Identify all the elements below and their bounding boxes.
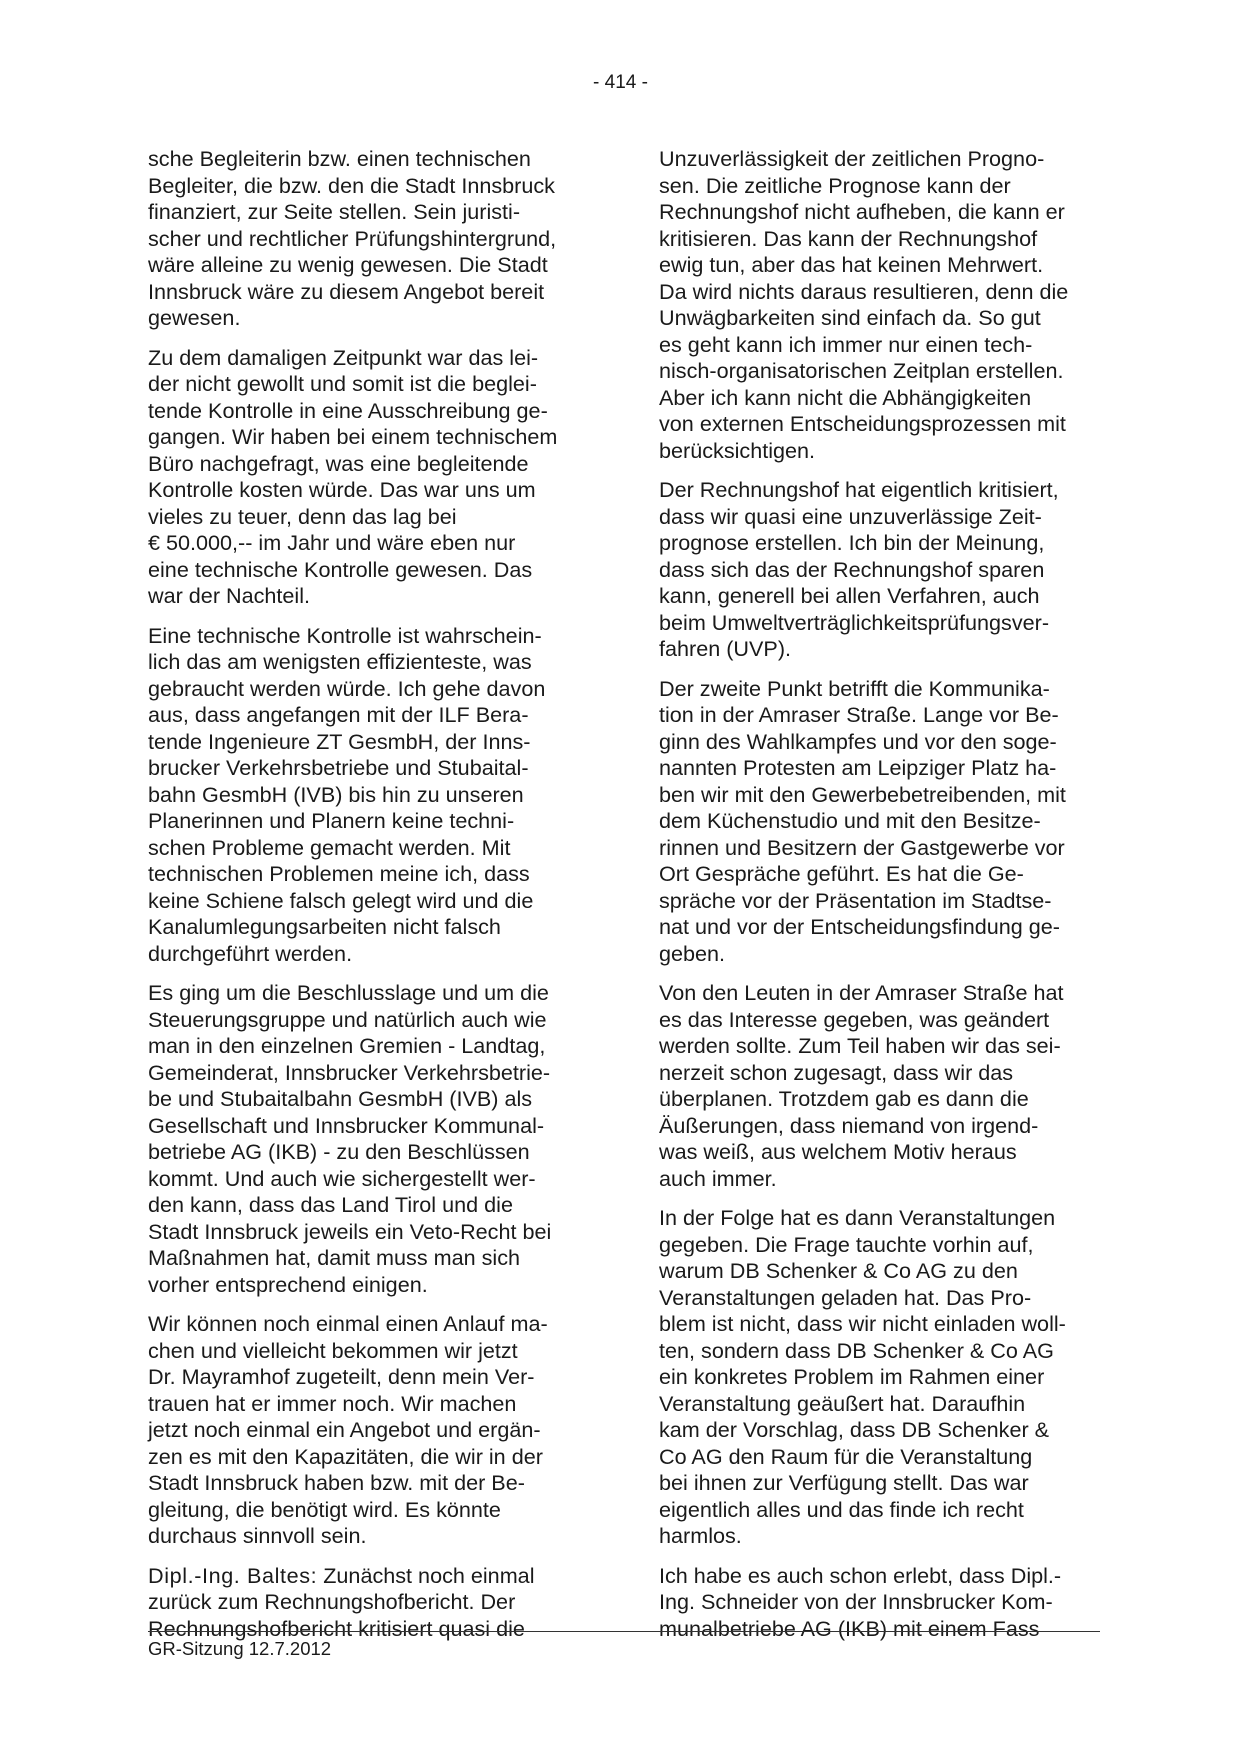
paragraph: Der zweite Punkt betrifft die Kommunika- tion in der Amraser Straße. Lange vor Be- ginn des Wahlkampfes und vor den soge- nannten Protesten am Leipziger Platz ha- ben wir mit den Gewerbebetreibenden, mit dem Küchenstudio und mit den Besitze- rinnen und Besitzern der Gastgewerbe vor Ort Gespräche geführt. Es hat die Ge- spräche vor der Präsentation im Stadtse- nat und vor der Entscheidungsfindung ge- geben.: [659, 675, 1066, 966]
paragraph: Zu dem damaligen Zeitpunkt war das lei- der nicht gewollt und somit ist die beglei- tende Kontrolle in eine Ausschreibung ge- gangen. Wir haben bei einem technischem Büro nachgefragt, was eine begleitende Kontrolle kosten würde. Das war uns um vieles zu teuer, denn das lag bei € 50.000,-- im Jahr und wäre eben nur eine technische Kontrolle gewesen. Das war der Nachteil.: [148, 344, 558, 608]
paragraph: Wir können noch einmal einen Anlauf ma- chen und vielleicht bekommen wir jetzt Dr. Mayramhof zugeteilt, denn mein Ver- trauen hat er immer noch. Wir machen jetzt noch einmal ein Angebot und ergän- zen es mit den Kapazitäten, die wir in der Stadt Innsbruck haben bzw. mit der Be- gleitung, die benötigt wird. Es könnte durchaus sinnvoll sein.: [148, 1311, 548, 1548]
speaker-name: Dipl.-Ing. Baltes:: [148, 1562, 318, 1588]
paragraph: Ich habe es auch schon erlebt, dass Dipl.- Ing. Schneider von der Innsbrucker Kom- munalbetriebe AG (IKB) mit einem Fass: [659, 1562, 1062, 1641]
paragraph: In der Folge hat es dann Veranstaltungen gegeben. Die Frage tauchte vorhin auf, warum DB Schenker & Co AG zu den Veranstaltungen geladen hat. Das Pro- blem ist nicht, dass wir nicht einladen woll- ten, sondern dass DB Schenker & Co AG ein konkretes Problem im Rahmen einer Veranstaltung geäußert hat. Daraufhin kam der Vorschlag, dass DB Schenker & Co AG den Raum für die Veranstaltung bei ihnen zur Verfügung stellt. Das war eigentlich alles und das finde ich recht harmlos.: [659, 1205, 1066, 1548]
left-column: [148, 146, 598, 1655]
paragraph: Von den Leuten in der Amraser Straße hat es das Interesse gegeben, was geändert werden sollte. Zum Teil haben wir das sei- nerzeit schon zugesagt, dass wir das überplanen. Trotzdem gab es dann die Äußerungen, dass niemand von irgend- was weiß, aus welchem Motiv heraus auch immer.: [659, 980, 1064, 1191]
right-column: [659, 146, 1109, 1655]
speaker-text: Zunächst noch einmal zurück zum Rechnungshofbericht. Der Rechnungshofbericht kritisiert quasi die: [148, 1562, 535, 1641]
page-number: - 414 -: [593, 72, 648, 93]
footer-session-label: GR-Sitzung 12.7.2012: [148, 1638, 332, 1659]
paragraph: sche Begleiterin bzw. einen technischen Begleiter, die bzw. den die Stadt Innsbruck finanziert, zur Seite stellen. Sein juristi- scher und rechtlicher Prüfungshintergrund, wäre alleine zu wenig gewesen. Die Stadt Innsbruck wäre zu diesem Angebot bereit gewesen.: [148, 146, 557, 330]
footer-divider: [148, 1631, 1100, 1632]
paragraph: Eine technische Kontrolle ist wahrschein- lich das am wenigsten effizienteste, was gebraucht werden würde. Ich gehe davon aus, dass angefangen mit der ILF Bera- tende Ingenieure ZT GesmbH, der Inns- brucker Verkehrsbetriebe und Stubaital- bahn GesmbH (IVB) bis hin zu unseren Planerinnen und Planern keine techni- schen Probleme gemacht werden. Mit technischen Problemen meine ich, dass keine Schiene falsch gelegt wird und die Kanalumlegungsarbeiten nicht falsch durchgeführt werden.: [148, 622, 546, 966]
paragraph: Es ging um die Beschlusslage und um die Steuerungsgruppe und natürlich auch wie man in den einzelnen Gremien - Landtag, Gemeinderat, Innsbrucker Verkehrsbetrie- be und Stubaitalbahn GesmbH (IVB) als Gesellschaft und Innsbrucker Kommunal- betriebe AG (IKB) - zu den Beschlüssen kommt. Und auch wie sichergestellt wer- den kann, dass das Land Tirol und die Stadt Innsbruck jeweils ein Veto-Recht bei Maßnahmen hat, damit muss man sich vorher entsprechend einigen.: [148, 980, 552, 1297]
paragraph: Der Rechnungshof hat eigentlich kritisiert, dass wir quasi eine unzuverlässige Zeit- prognose erstellen. Ich bin der Meinung, dass sich das der Rechnungshof sparen kann, generell bei allen Verfahren, auch beim Umweltverträglichkeitsprüfungsver- fahren (UVP).: [659, 477, 1059, 661]
paragraph: Unzuverlässigkeit der zeitlichen Progno- sen. Die zeitliche Prognose kann der Rechnungshof nicht aufheben, die kann er kritisieren. Das kann der Rechnungshof ewig tun, aber das hat keinen Mehrwert. Da wird nichts daraus resultieren, denn die Unwägbarkeiten sind einfach da. So gut es geht kann ich immer nur einen tech- nisch-organisatorischen Zeitplan erstellen. Aber ich kann nicht die Abhängigkeiten von externen Entscheidungsprozessen mit berücksichtigen.: [659, 146, 1069, 463]
